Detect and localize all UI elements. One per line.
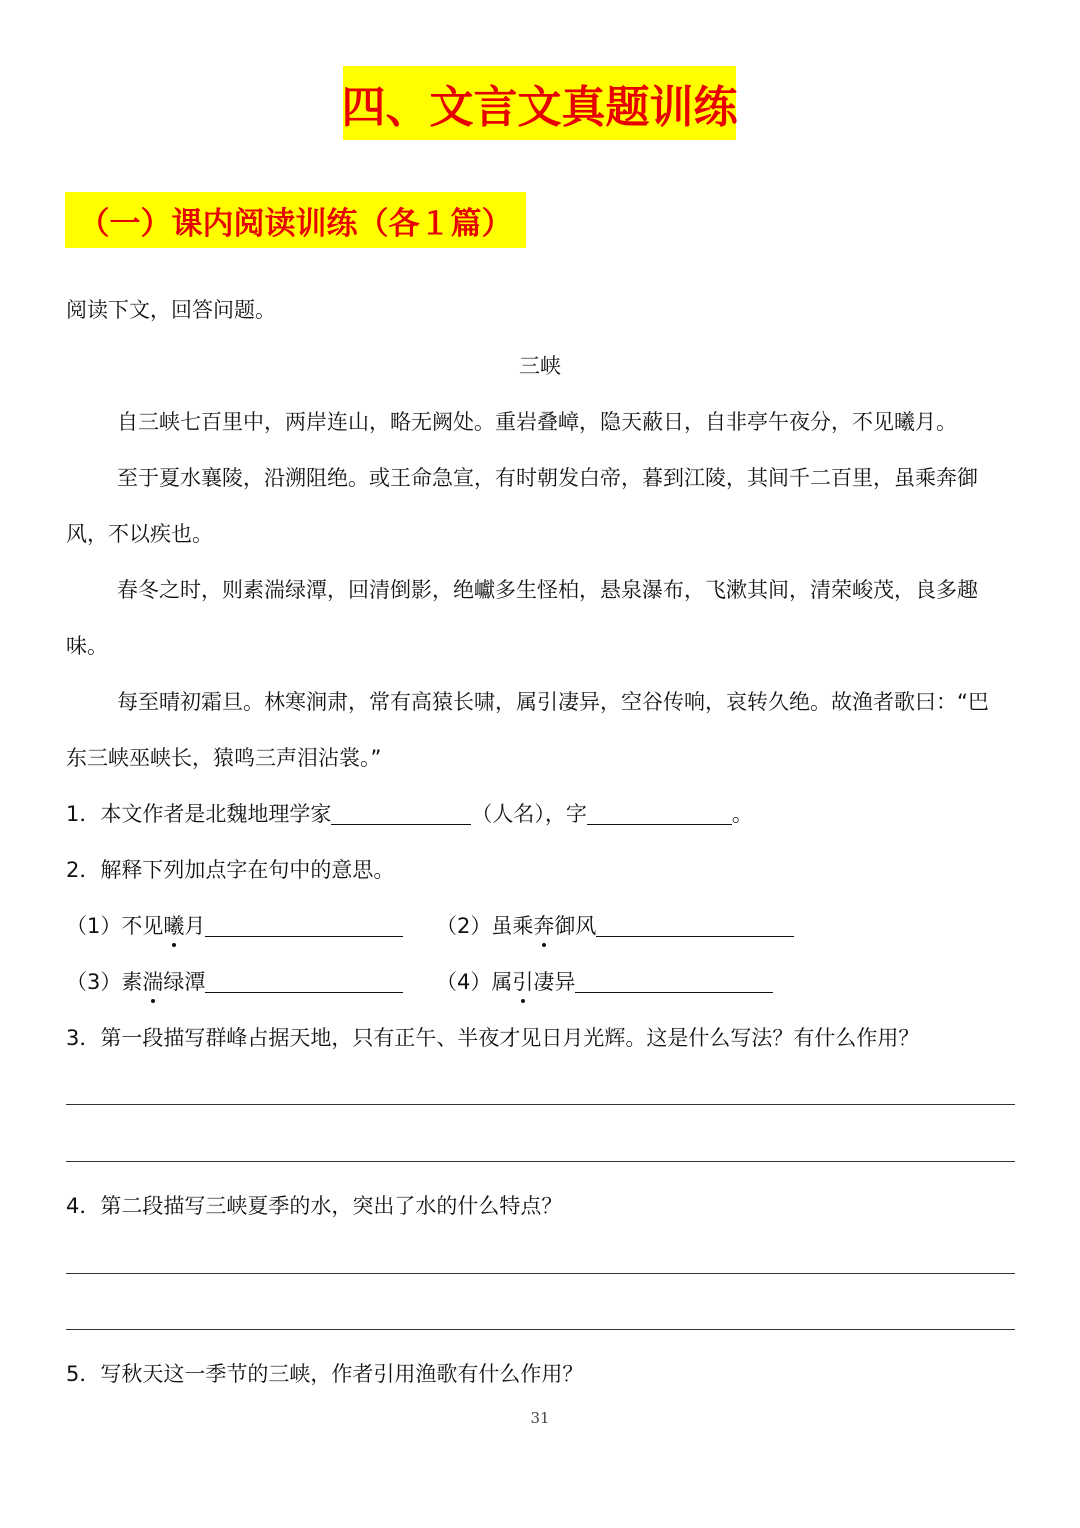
question-4: 4．第二段描写三峡夏季的水，突出了水的什么特点？	[66, 1194, 563, 1218]
question-3: 3．第一段描写群峰占据天地，只有正午、半夜才见日月光辉。这是什么写法？有什么作用？	[66, 1026, 920, 1050]
item-text: 御风	[554, 914, 597, 938]
passage-paragraph-2-line-2: 风，不以疾也。	[66, 522, 213, 546]
answer-line[interactable]	[66, 1104, 1015, 1105]
item-number: （1）	[66, 914, 122, 938]
dotted-character: 奔	[533, 911, 554, 941]
passage-paragraph-4-line-2: 东三峡巫峡长，猿鸣三声泪沾裳。”	[66, 746, 382, 770]
item-text: 属	[491, 970, 513, 994]
answer-line[interactable]	[66, 1161, 1015, 1162]
answer-blank-author[interactable]	[331, 802, 471, 825]
question-1	[66, 799, 753, 829]
item-number: （4）	[436, 970, 492, 994]
question-5: 5．写秋天这一季节的三峡，作者引用渔歌有什么作用？	[66, 1362, 584, 1386]
question-1-text-a: 1．本文作者是北魏地理学家	[66, 802, 332, 826]
question-2-item-4	[436, 967, 773, 997]
dotted-character: 引	[512, 967, 533, 997]
question-2-item-1	[66, 911, 403, 941]
item-number: （2）	[436, 914, 492, 938]
answer-blank[interactable]	[575, 970, 773, 993]
item-text: 月	[184, 914, 206, 938]
section-title: （一）课内阅读训练（各１篇）	[65, 192, 526, 248]
main-title: 四、文言文真题训练	[343, 66, 736, 140]
passage-paragraph-1: 自三峡七百里中，两岸连山，略无阙处。重岩叠嶂，隐天蔽日，自非亭午夜分，不见曦月。	[117, 410, 957, 434]
item-text: 素	[121, 970, 143, 994]
passage-paragraph-3-line-2: 味。	[66, 634, 108, 658]
question-2-item-2	[436, 911, 794, 941]
answer-blank[interactable]	[205, 914, 403, 937]
item-text: 虽乘	[491, 914, 534, 938]
passage-title: 三峡	[519, 354, 561, 378]
passage-paragraph-4-line-1: 每至晴初霜旦。林寒涧肃，常有高猿长啸，属引凄异，空谷传响，哀转久绝。故渔者歌曰：“巴	[117, 690, 989, 714]
page-number: 31	[530, 1409, 550, 1427]
passage-paragraph-3-line-1: 春冬之时，则素湍绿潭，回清倒影，绝巘多生怪柏，悬泉瀑布，飞漱其间，清荣峻茂，良多趣	[117, 578, 978, 602]
item-text: 凄异	[533, 970, 576, 994]
dotted-character: 湍	[142, 967, 163, 997]
instruction: 阅读下文，回答问题。	[66, 298, 276, 322]
question-1-text-b: （人名），字	[471, 802, 587, 826]
answer-line[interactable]	[66, 1329, 1015, 1330]
question-2: 2．解释下列加点字在句中的意思。	[66, 858, 395, 882]
item-text: 不见	[121, 914, 164, 938]
question-2-item-3	[66, 967, 403, 997]
answer-blank[interactable]	[596, 914, 794, 937]
item-number: （3）	[66, 970, 122, 994]
question-1-text-c: 。	[731, 802, 753, 826]
passage-paragraph-2-line-1: 至于夏水襄陵，沿溯阻绝。或王命急宣，有时朝发白帝，暮到江陵，其间千二百里，虽乘奔御	[117, 466, 978, 490]
answer-blank[interactable]	[205, 970, 403, 993]
dotted-character: 曦	[163, 911, 184, 941]
item-text: 绿潭	[163, 970, 206, 994]
answer-line[interactable]	[66, 1273, 1015, 1274]
answer-blank-courtesy-name[interactable]	[587, 802, 732, 825]
